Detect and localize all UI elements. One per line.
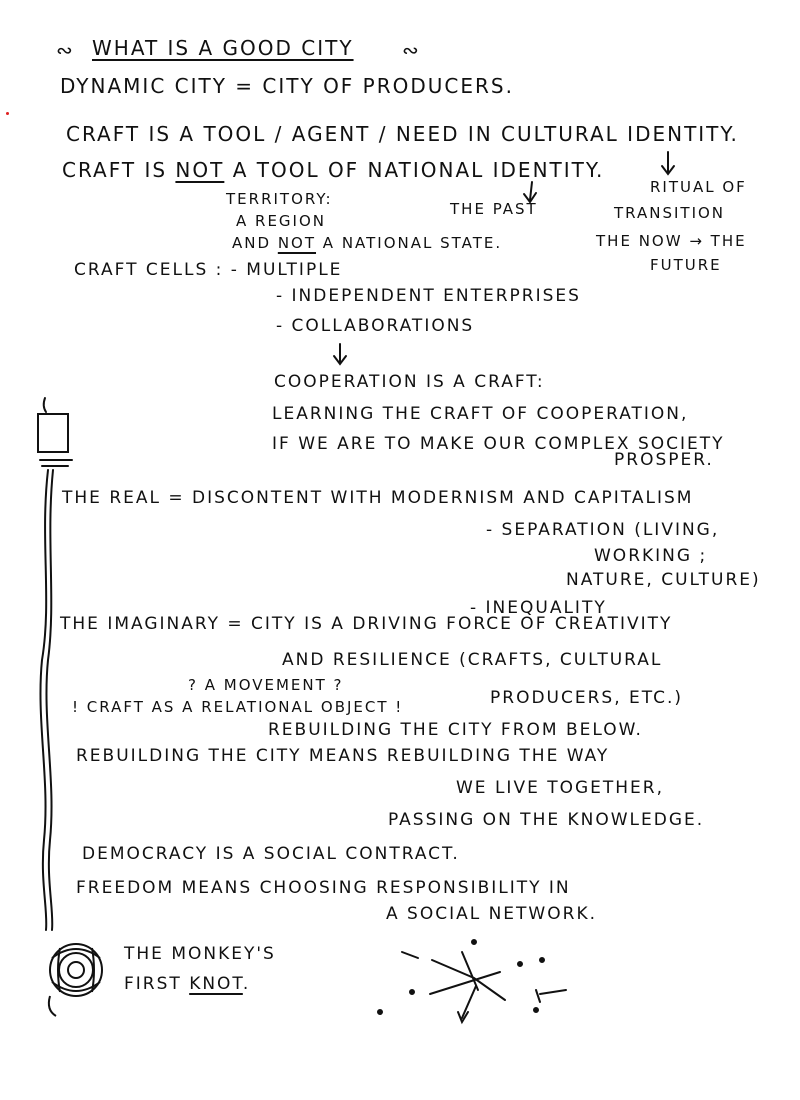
note-line: THE MONKEY'S [124, 944, 276, 964]
note-line: COOPERATION IS A CRAFT: [274, 372, 545, 392]
note-line: THE IMAGINARY = CITY IS A DRIVING FORCE OF CREATIVITY [60, 614, 673, 634]
note-line: THE REAL = DISCONTENT WITH MODERNISM AND CAPITALISM [62, 488, 694, 508]
note-line: - INDEPENDENT ENTERPRISES [276, 286, 581, 306]
page-title: WHAT IS A GOOD CITY [92, 36, 354, 60]
note-line: AND NOT A NATIONAL STATE. [232, 234, 503, 252]
note-line: NATURE, CULTURE) [566, 570, 761, 590]
note-line: CRAFT IS A TOOL / AGENT / NEED IN CULTURAL IDENTITY. [66, 122, 739, 146]
note-line: THE NOW → THE [596, 232, 747, 250]
candle-rope-icon [38, 398, 72, 930]
note-line: FIRST KNOT. [124, 974, 251, 994]
tilde-icon: ∾ [402, 38, 421, 62]
monkey-fist-knot-icon [49, 944, 102, 1016]
note-line: PASSING ON THE KNOWLEDGE. [388, 810, 705, 830]
arrow-down-icon [524, 182, 536, 202]
note-line: REBUILDING THE CITY FROM BELOW. [268, 720, 643, 740]
note-line: TRANSITION [614, 204, 726, 222]
note-line: CRAFT IS NOT A TOOL OF NATIONAL IDENTITY. [62, 158, 605, 182]
note-line: A SOCIAL NETWORK. [386, 904, 597, 924]
note-line: REBUILDING THE CITY MEANS REBUILDING THE WAY [76, 746, 610, 766]
note-line: ! CRAFT AS A RELATIONAL OBJECT ! [72, 698, 404, 716]
note-line: ? A MOVEMENT ? [188, 676, 344, 694]
note-line: THE PAST [450, 200, 538, 218]
note-line: - COLLABORATIONS [276, 316, 475, 336]
note-line: - SEPARATION (LIVING, [486, 520, 720, 540]
note-line: WORKING ; [594, 546, 708, 566]
note-line: LEARNING THE CRAFT OF COOPERATION, [272, 404, 689, 424]
note-line: A REGION [236, 212, 327, 230]
note-line: IF WE ARE TO MAKE OUR COMPLEX SOCIETY [272, 434, 725, 454]
note-line: DYNAMIC CITY = CITY OF PRODUCERS. [60, 74, 514, 98]
note-line: WE LIVE TOGETHER, [456, 778, 665, 798]
network-sketch-icon [378, 940, 566, 1022]
note-line: RITUAL OF [650, 178, 747, 196]
arrow-down-icon [662, 152, 674, 174]
note-line: AND RESILIENCE (CRAFTS, CULTURAL [282, 650, 663, 670]
tilde-icon: ∾ [56, 38, 75, 62]
note-line: PROSPER. [614, 450, 714, 470]
note-line: DEMOCRACY IS A SOCIAL CONTRACT. [82, 844, 460, 864]
note-line: PRODUCERS, ETC.) [490, 688, 684, 708]
note-line: - INEQUALITY [470, 598, 607, 618]
arrow-down-icon [334, 344, 346, 364]
note-line: FREEDOM MEANS CHOOSING RESPONSIBILITY IN [76, 878, 571, 898]
note-line: TERRITORY: [226, 190, 333, 208]
note-line: FUTURE [650, 256, 722, 274]
note-line: CRAFT CELLS : - MULTIPLE [74, 260, 343, 280]
